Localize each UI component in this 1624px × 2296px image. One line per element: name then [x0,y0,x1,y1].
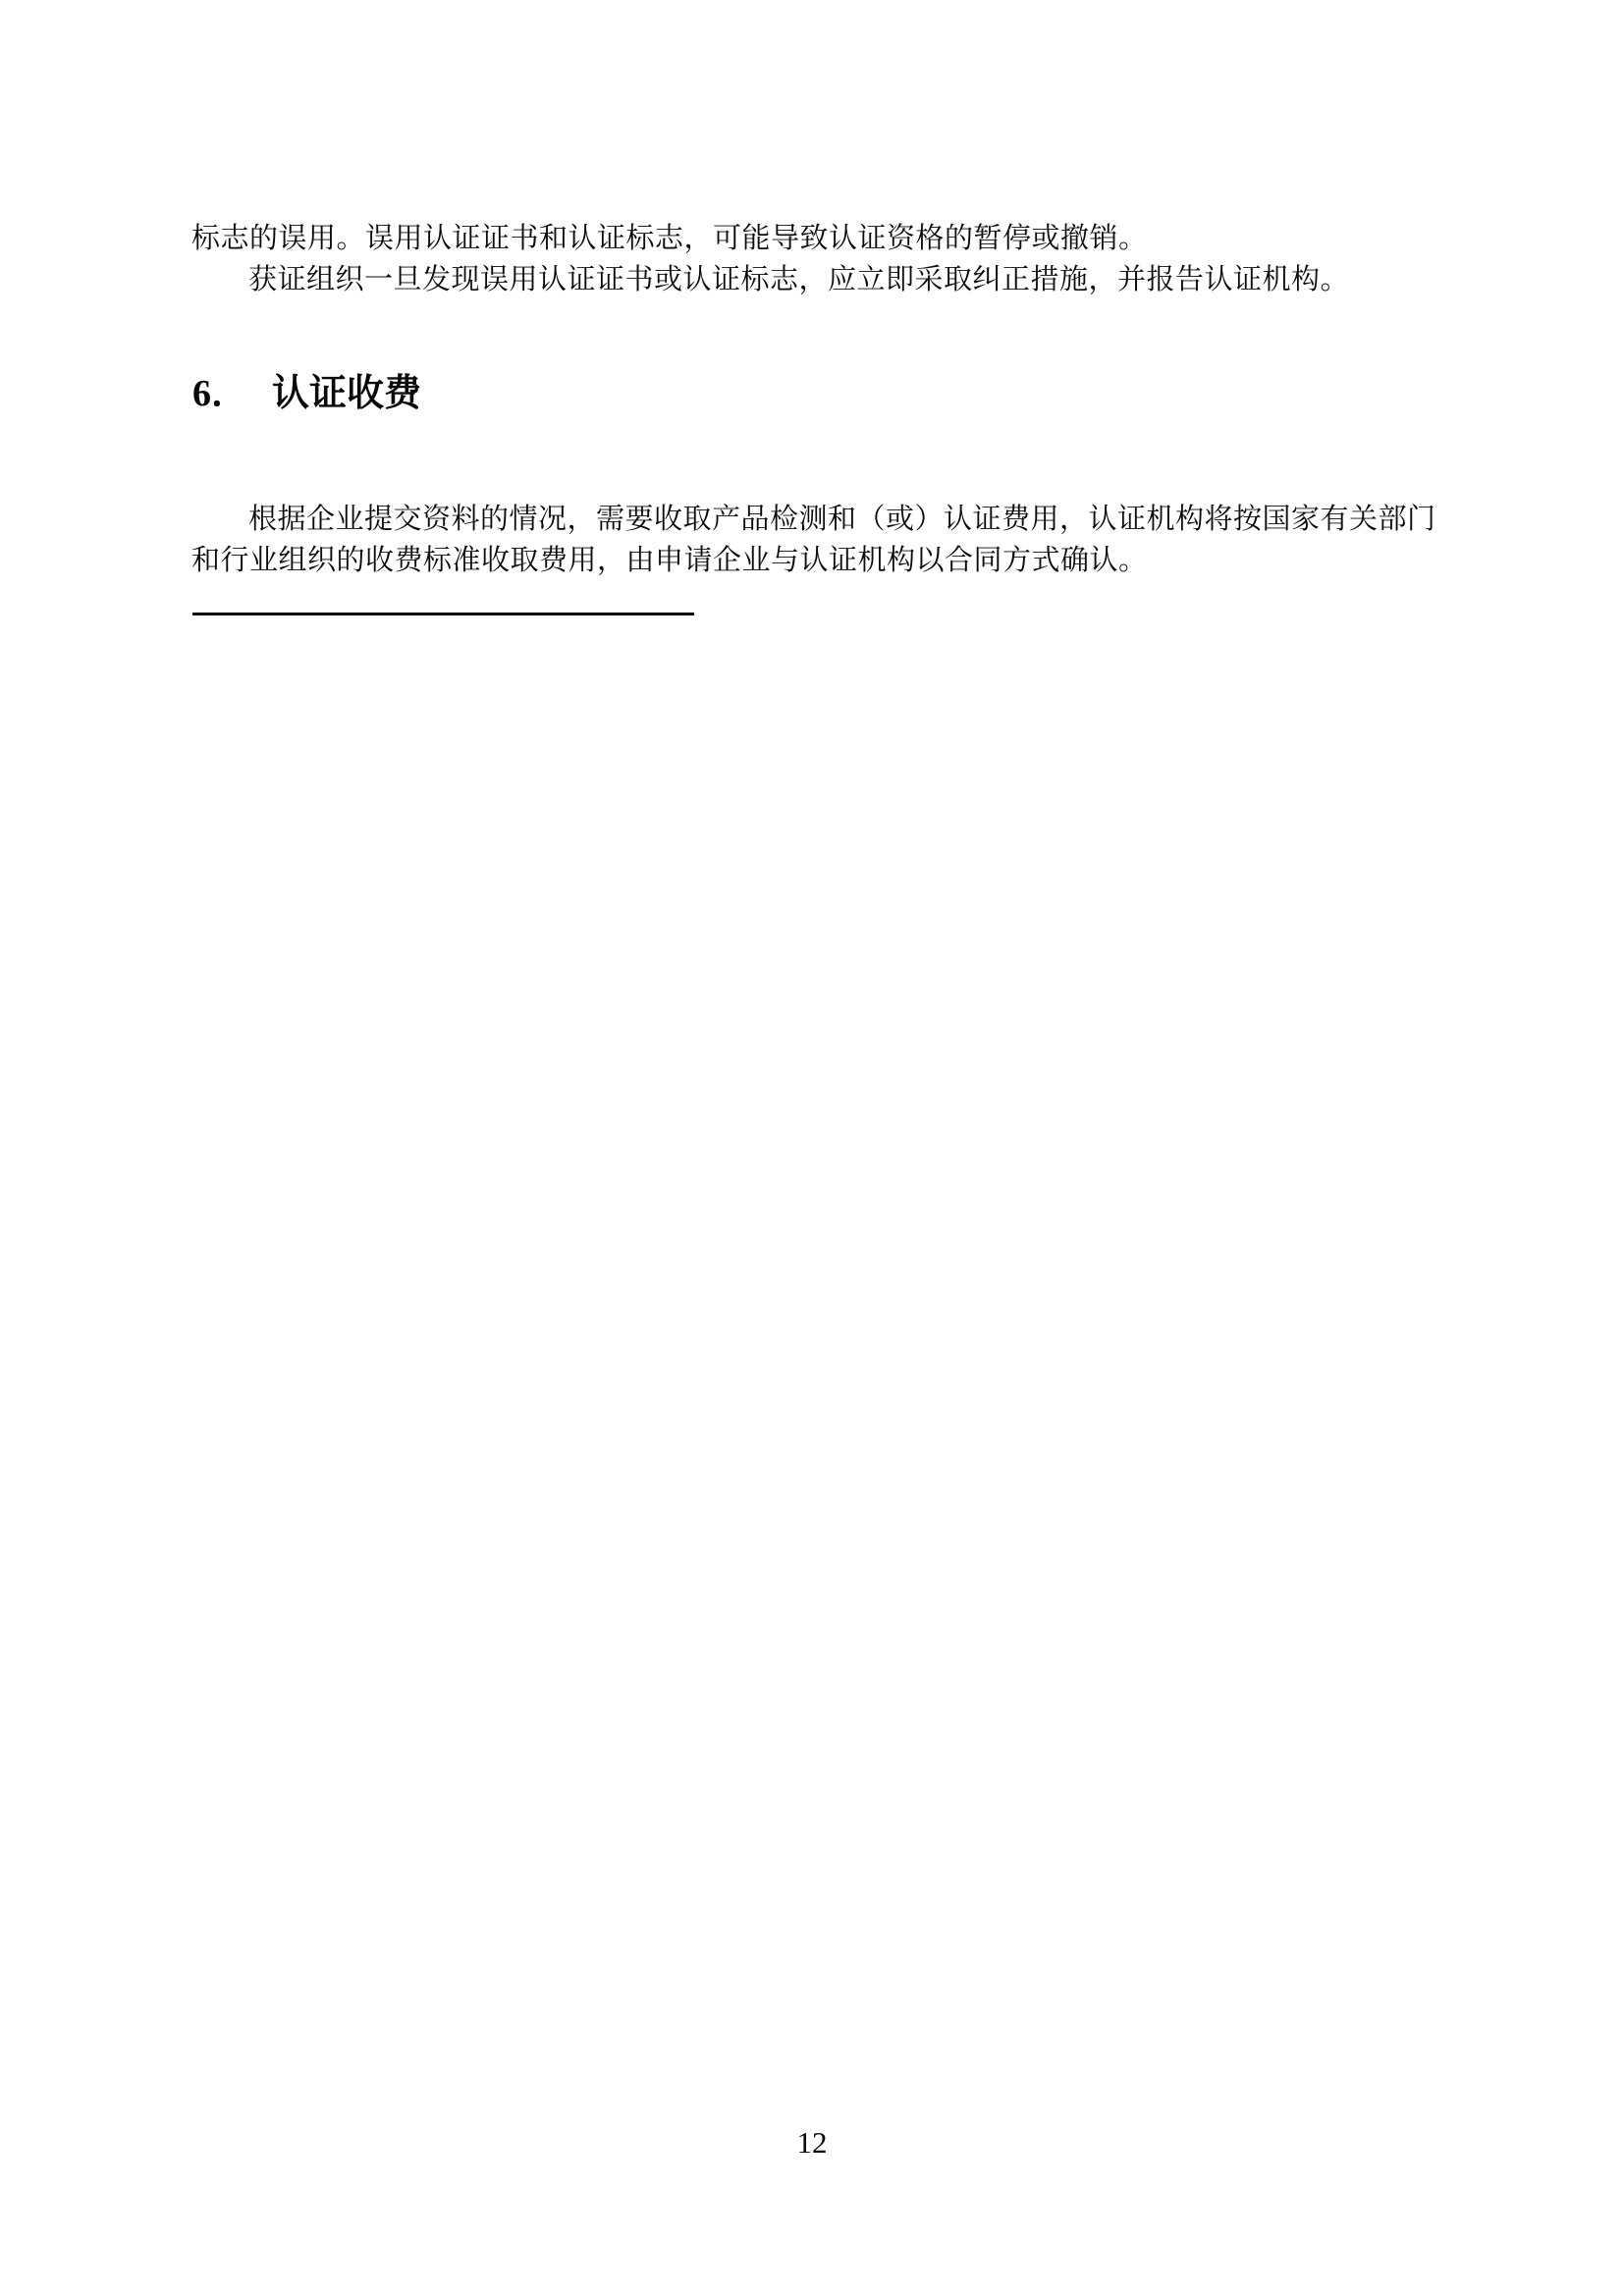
section-title: 认证收费 [272,373,422,414]
page-number: 12 [796,2125,828,2160]
paragraph-continuation-line: 标志的误用。误用认证证书和认证标志，可能导致认证资格的暂停或撤销。 [191,223,1148,254]
section-number: 6． [192,373,249,414]
fee-paragraph-line-2: 和行业组织的收费标准收取费用，由申请企业与认证机构以合同方式确认。 [191,545,1148,576]
fee-paragraph-line-1: 根据企业提交资料的情况，需要收取产品检测和（或）认证费用，认证机构将按国家有关部门 [248,504,1436,535]
footnote-separator-line [192,613,694,615]
section-heading [192,369,421,418]
paragraph-misuse-report: 获证组织一旦发现误用认证证书或认证标志，应立即采取纠正措施，并报告认证机构。 [248,264,1350,295]
